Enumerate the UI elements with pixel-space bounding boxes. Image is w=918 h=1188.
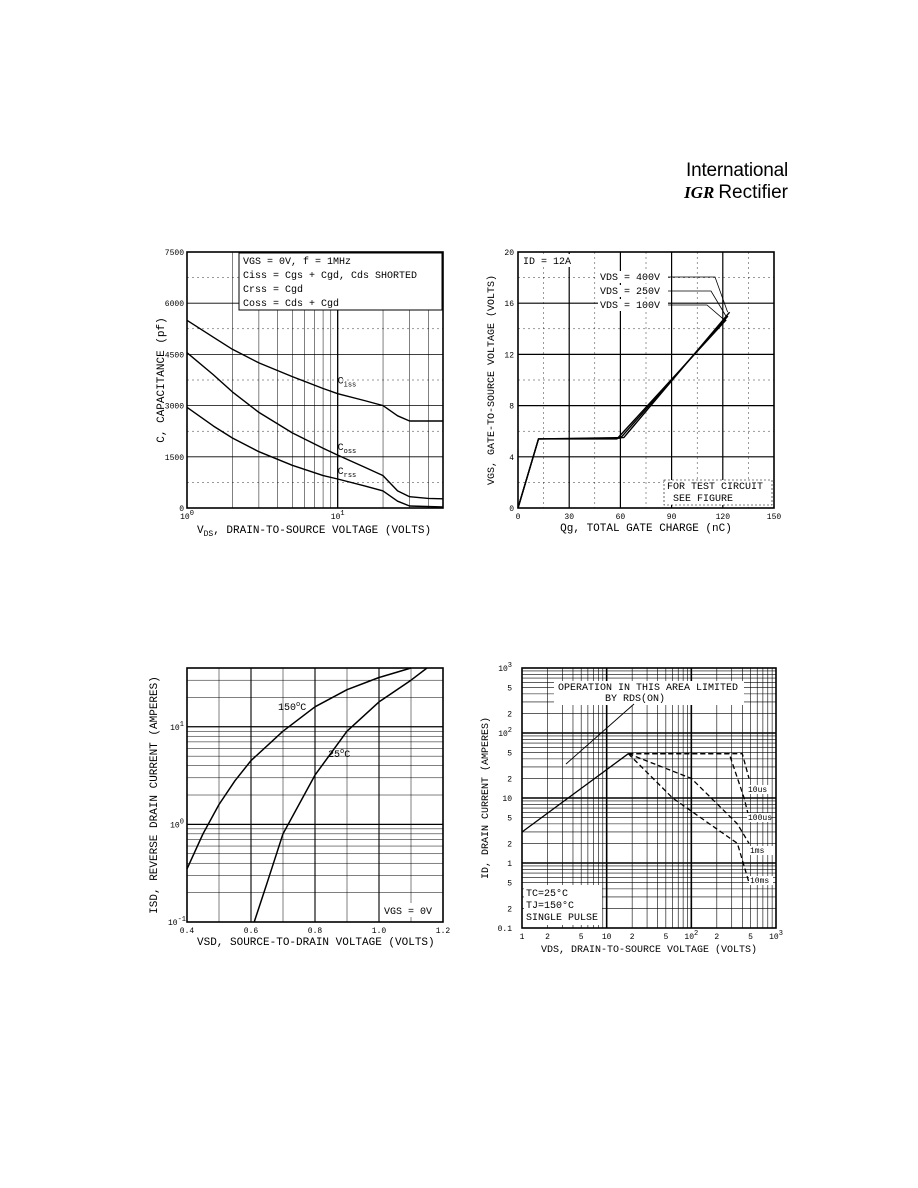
x-tick-label: 1.0 — [371, 927, 387, 936]
y-tick-label: 16 — [504, 300, 514, 310]
series-label-ciss: $C_{iss}$ — [337, 376, 357, 390]
series-label: VDS = 250V — [600, 287, 661, 298]
curve-label: 10us — [748, 786, 768, 795]
y-tick-label: 2 — [507, 840, 512, 850]
legend-leader — [668, 277, 728, 312]
y-axis-title: C, CAPACITANCE (pf) — [156, 317, 168, 443]
annotation-arrow — [566, 704, 634, 764]
x-tick-label: 101 — [330, 510, 345, 522]
y-tick-label: 0 — [509, 505, 514, 514]
note-text: FOR TEST CIRCUIT — [667, 482, 764, 493]
x-tick-label: 2 — [714, 933, 720, 942]
x-tick-label: 0.6 — [243, 927, 259, 936]
series-line-coss — [187, 353, 443, 499]
x-tick-label: 102 — [684, 930, 699, 942]
series-label-crss: $C_{rss}$ — [337, 466, 357, 480]
x-tick-label: 120 — [715, 513, 731, 522]
legend-leader — [668, 305, 724, 320]
y-tick-label: 100 — [170, 818, 184, 831]
curve-label: 100us — [748, 814, 773, 823]
x-axis-title: VDS, DRAIN-TO-SOURCE VOLTAGE (VOLTS) — [540, 945, 758, 956]
y-axis-title: VGS, GATE-TO-SOURCE VOLTAGE (VOLTS) — [487, 274, 498, 486]
y-tick-label: 8 — [509, 402, 514, 412]
y-axis-title: ISD, REVERSE DRAIN CURRENT (AMPERES) — [149, 676, 161, 914]
x-tick-label: 0 — [515, 513, 521, 522]
x-tick-label: 10 — [601, 933, 612, 942]
y-tick-label: 1 — [507, 860, 512, 869]
series-label: VDS = 100V — [600, 301, 661, 312]
condition-text: SINGLE PULSE — [526, 913, 599, 924]
series-label: VDS = 400V — [600, 273, 661, 284]
x-tick-label: 30 — [564, 513, 575, 522]
condition-text: Coss = Cds + Cgd — [243, 299, 340, 310]
x-axis-title: Qg, TOTAL GATE CHARGE (nC) — [560, 523, 732, 535]
x-tick-label: 0.8 — [307, 927, 323, 936]
capacitance-chart — [156, 249, 443, 539]
y-tick-label: 10 — [502, 795, 512, 804]
x-tick-label: 1 — [519, 933, 525, 942]
gate-charge-chart — [486, 249, 781, 535]
x-axis-title: VSD, SOURCE-TO-DRAIN VOLTAGE (VOLTS) — [197, 937, 435, 949]
operation-annotation: BY RDS(ON) — [605, 694, 666, 705]
y-tick-label: 12 — [504, 351, 514, 361]
condition-text: TC=25°C — [526, 889, 569, 900]
y-tick-label: 2 — [507, 775, 512, 785]
series-label-coss: $C_{oss}$ — [337, 442, 357, 456]
x-tick-label: 2 — [629, 933, 635, 942]
series-label: 150$^o$C — [278, 701, 307, 714]
x-tick-label: 60 — [615, 513, 626, 522]
note-text: SEE FIGURE — [673, 494, 734, 505]
y-tick-label: 3000 — [164, 402, 184, 412]
operation-annotation: OPERATION IN THIS AREA LIMITED — [558, 683, 739, 694]
x-tick-label: 5 — [663, 933, 669, 942]
y-tick-label: 0.1 — [497, 925, 512, 934]
x-tick-label: 5 — [748, 933, 753, 942]
vgs-annotation: VGS = 0V — [384, 907, 433, 918]
series-line — [518, 320, 726, 508]
y-tick-label: 5 — [507, 749, 512, 759]
current-annotation: ID = 12A — [523, 257, 572, 268]
y-tick-label: 103 — [498, 662, 512, 674]
y-tick-label: 6000 — [164, 300, 184, 310]
condition-text: TJ=150°C — [526, 901, 575, 912]
series-line — [518, 316, 728, 508]
y-tick-label: 5 — [507, 684, 512, 694]
y-axis-title: ID, DRAIN CURRENT (AMPERES) — [481, 716, 492, 880]
y-tick-label: 1500 — [164, 453, 184, 463]
curve-label: 10ms — [750, 877, 770, 886]
y-tick-label: 101 — [170, 720, 184, 733]
condition-text: Ciss = Cgs + Cgd, Cds SHORTED — [243, 271, 418, 282]
series-line — [522, 754, 628, 832]
y-tick-label: 4500 — [164, 351, 184, 361]
series-line — [518, 312, 730, 508]
curve-label: 1ms — [750, 847, 765, 856]
y-tick-label: 4 — [509, 453, 514, 463]
y-tick-label: 2 — [507, 710, 512, 720]
series-label: 25$^o$C — [328, 748, 351, 761]
x-tick-label: 2 — [545, 933, 550, 942]
x-axis-title: $V_{DS}$, DRAIN-TO-SOURCE VOLTAGE (VOLTS) — [197, 525, 432, 539]
y-tick-label: 2 — [507, 905, 512, 915]
x-tick-label: 1.2 — [435, 927, 451, 936]
y-tick-label: 5 — [507, 814, 512, 824]
x-tick-label: 103 — [769, 930, 783, 942]
y-tick-label: 7500 — [164, 249, 184, 258]
x-tick-label: 0.4 — [179, 927, 195, 936]
series-line — [187, 668, 411, 869]
x-tick-label: 90 — [666, 513, 677, 522]
y-tick-label: 20 — [504, 249, 514, 258]
y-tick-label: 0 — [179, 505, 184, 514]
condition-text: Crss = Cgd — [243, 285, 304, 296]
y-tick-label: 5 — [507, 879, 512, 889]
x-tick-label: 5 — [578, 933, 584, 942]
x-tick-label: 150 — [766, 513, 782, 522]
logo-word: Rectifier — [718, 182, 788, 203]
condition-text: VGS = 0V, f = 1MHz — [243, 257, 352, 268]
diode-chart — [149, 668, 450, 949]
x-tick-label: 100 — [180, 510, 194, 522]
y-tick-label: 102 — [498, 727, 512, 739]
y-tick-label: 10-1 — [167, 916, 187, 928]
soa-chart — [480, 662, 783, 956]
logo-mark: IGR — [684, 183, 715, 202]
logo-line1: International — [686, 160, 788, 181]
